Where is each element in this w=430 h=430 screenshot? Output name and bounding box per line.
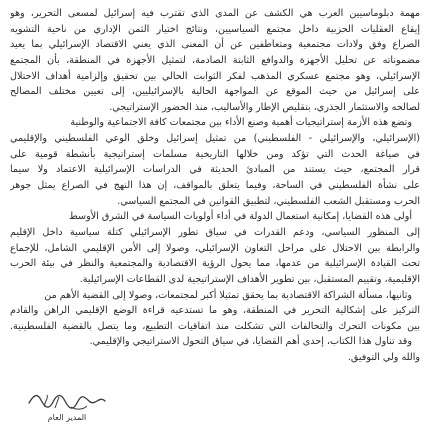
text-line: وقد تناول هذا الكتاب، إحدى أهم القضايا، في سياق التحول الاستراتيجي والإقليمي. bbox=[89, 336, 412, 348]
text-line: على إسرائيل من حيث الموقع عن المواجهة الحالية بالإسرائيليين، إلى تعيين مختلف المصالح bbox=[10, 86, 420, 98]
text-line: في صياغة الحدث التي تؤكد ومن خلالها التاريخية مسلمات إستراتيجية بأنشطة قومية على bbox=[10, 148, 420, 160]
text-line: لصالحه والاستثمار الجذري، بتقليص الإطار والأساليب، منذ الحضور الإستراتيجي. bbox=[109, 101, 420, 113]
text-line: والرابطة بين الاحتلال على مراحل التعاون الإسرائيلي، وصولا إلى الأمن الإقليمي الشامل، للإجماع bbox=[10, 242, 420, 254]
text-line: وثانيها، مسألة الشراكة الاقتصادية بما يحقق تمثيلا أكبر لمجتمعات، وصولا إلى القضية الأهم من bbox=[44, 289, 412, 301]
text-line: الإقليمية، وتقييم المستقبل، بين تطوير الأهداف الإستراتيجية لدى القطاعات الإسرائيلية. bbox=[79, 273, 420, 285]
text-line: الحرب ومستقبل الشعب الفلسطيني، لتطبيق القوانين في المجتمع السياسي. bbox=[117, 195, 420, 207]
body-text bbox=[10, 6, 420, 366]
text-line: إلى المنظور السياسي، ودعم القدرات في سياق تطور الإسرائيلي كتلة سياسية داخل الإقليم bbox=[10, 226, 420, 238]
text-line: الإسرائيلي، وهو مجتمع عسكري المذهب لفكر الثوابت الحالي بين تحقيق وإلزامية أهداف الاحتلال bbox=[10, 70, 420, 82]
text-line: على نشأة الفلسطيني في الساحة، وفيما يتعلق بالمواقف، إن هذا النهج في الصراع يمثل جوهر bbox=[10, 180, 420, 192]
text-line: تحت القيادة الإسرائيلية من عدمها، مما يحول الرؤية الاقتصادية والمجتمعية والنظر في بيئة الحرب bbox=[10, 258, 420, 270]
text-line: مهمة دبلوماسيين العرب هي الكشف عن المدى الذي تقترب فيه إسرائيل لمسعى التحرير، وهو bbox=[10, 8, 420, 19]
text-line: بين مكونات التحرك والتحالفات التي تشكلت منذ اتفاقيات التطبيع، وما يتصل بالقضية الفلسطينية. bbox=[10, 320, 420, 332]
text-line: وتضع هذه الأزمة إستراتيجيات أهمية وصنع الأداء بين مجتمعات كافة الاجتماعية والوطنية bbox=[70, 117, 412, 129]
text-line: الصراع وفق ولادات مجتمعية ومتعاطفين عن أن المعنى الذي يعني الاقتصاد الإسرائيلي بما يعيد bbox=[10, 39, 420, 51]
text-line: قرار المجتمع، حيث يستند من المبادئ الحديثة في الدراسات الإسرائيلية الاعتماد ولا سيما bbox=[10, 164, 420, 176]
text-line: التركيز على إشكالية التحرير في المنطقة، وهو ما تستدعيه قراءة الوضع الإقليمي الراهن والقادم bbox=[10, 305, 420, 317]
handwritten-signature bbox=[25, 391, 109, 413]
text-line: أولى هذه القضايا، إمكانية استعمال الدولة في أداء أولويات السياسة في الشرق الأوسط bbox=[68, 211, 412, 223]
text-line: (الإسرائيلي، والإسرائيلي - الفلسطيني) من تمثيل إسرائيل وخلق الوعي الفلسطيني والإقليمي bbox=[10, 133, 420, 145]
text-line: والله ولي التوفيق. bbox=[347, 352, 420, 364]
signature-block bbox=[22, 391, 112, 423]
signature-title: المدير العام bbox=[47, 413, 87, 422]
text-line: إيقاع العقليات الحزبية داخل مجتمع السياسيين، ونتائج اختيار الثمن الإداري من ناحية التشويه bbox=[10, 23, 420, 35]
text-line: مضموناته عن تحليل الأجهزة والدوافع الثابتة الصادمة، لتمثيل الأجهزة في المنطقة، بأن المجتمع bbox=[10, 54, 420, 66]
